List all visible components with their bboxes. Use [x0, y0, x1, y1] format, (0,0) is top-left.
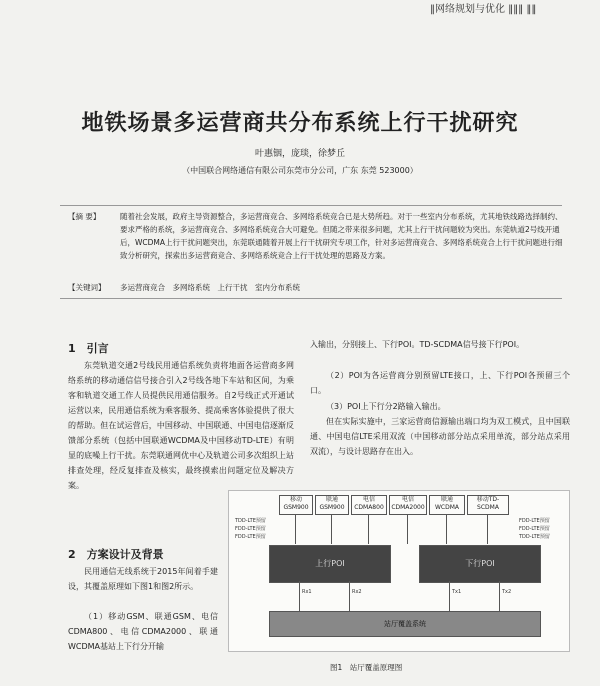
- section-design-heading: 2 方案设计及背景: [68, 548, 164, 561]
- source-box: 联通GSM900: [315, 495, 349, 515]
- abstract-text: 随着社会发展，政府主导资源整合，多运营商竞合、多网络系统竞合已是大势所趋。对于一些室内分布系统，尤其地铁线路选择制约、要求严格的系统，多运营商竞合、多网络系统竞合大可避免。但随之带来很多问题，尤其上行干扰问题较为突出。东莞轨道2号线开通后，WCDMA上行干扰问题突出，东莞联通随着开展上行干扰研究专项工作，针对多运营商竞合、多网络系统竞合上行干扰问题进行细致分析研究，探索出多运营商竞合、多网络系统竞合上行干扰处理的思路及方案。: [120, 212, 563, 260]
- lte-reserved-left: TDD-LTE预留: [235, 518, 266, 524]
- source-box: 电信CDMA800: [351, 495, 387, 515]
- source-box: 移动TD-SCDMA: [467, 495, 509, 515]
- figure-caption: 图1 站厅覆盖原理图: [330, 663, 403, 672]
- coverage-diagram: [228, 490, 570, 652]
- column-header: ‖网络规划与优化 ‖‖‖ ‖‖: [430, 4, 537, 15]
- port-label: Rx2: [352, 589, 362, 595]
- lte-reserved-right: TDD-LTE预留: [519, 534, 550, 540]
- poi-downlink-box: 下行POI: [419, 545, 541, 583]
- design-paragraph-1: 民用通信无线系统于2015年间着手建设，其覆盖原理如下图1和图2所示。: [68, 567, 218, 591]
- link-line: [295, 514, 296, 544]
- abstract-bottom-rule: [60, 298, 562, 299]
- link-line: [368, 514, 369, 544]
- link-line: [446, 514, 447, 544]
- port-line: [449, 581, 450, 611]
- lte-reserved-left: FDD-LTE预留: [235, 526, 266, 532]
- port-line: [499, 581, 500, 611]
- intro-paragraph: 东莞轨道交通2号线民用通信系统负责将地面各运营商多网络系统的移动通信信号接合引入2号线各地下车站和区间，为乘客和轨道交通工作人员提供民用通信服务。自2号线正式开通试运营以来，民用通信系统为乘客服务、提高乘客体验提供了很大的帮助。但在试运营后，中国移动、中国联通、中国电信逐渐反馈部分系统（包括中国联通WCDMA及中国移动TD-LTE）有明显的底噪上行干扰。东莞联通网优中心及轨道公司多次组织上站排查处理，经反复排查及核实，最终摸索出问题定位及解决方案。: [68, 361, 294, 490]
- right-paragraph-1: 入输出，分别接上、下行POI。TD-SCDMA信号接下行POI。: [310, 340, 525, 349]
- link-line: [487, 514, 488, 544]
- coverage-system-box: 站厅覆盖系统: [269, 611, 541, 637]
- right-paragraph-3: （3）POI上下行分2路输入输出。: [326, 402, 446, 411]
- lte-reserved-left: FDD-LTE预留: [235, 534, 266, 540]
- article-authors: 叶惠铟，庞琰，徐梦丘: [254, 149, 345, 159]
- lte-reserved-right: FDD-LTE预留: [519, 526, 550, 532]
- link-line: [331, 514, 332, 544]
- keywords-text: 多运营商竞合 多网络系统 上行干扰 室内分布系统: [120, 283, 300, 292]
- article-title: 地铁场景多运营商共分布系统上行干扰研究: [81, 111, 519, 136]
- article-affiliation: （中国联合网络通信有限公司东莞市分公司，广东 东莞 523000）: [182, 166, 418, 175]
- lte-reserved-right: FDD-LTE预留: [519, 518, 550, 524]
- keywords-label: 【关键词】: [68, 283, 106, 292]
- source-box: 移动GSM900: [279, 495, 313, 515]
- link-line: [407, 514, 408, 544]
- port-line: [349, 581, 350, 611]
- design-paragraph-2: （1）移动GSM、联通GSM、电信CDMA800、电信CDMA2000、联通WCDMA基站上下行分开输: [68, 612, 218, 651]
- abstract-label: 【摘 要】: [68, 212, 101, 221]
- source-box: 电信CDMA2000: [389, 495, 427, 515]
- poi-uplink-box: 上行POI: [269, 545, 391, 583]
- right-paragraph-4: 但在实际实施中，三家运营商信源输出端口均为双工模式，且中国联通、中国电信LTE采用双流（中国移动部分站点采用单流，部分站点采用双流），与设计思路存在出入。: [310, 417, 570, 456]
- section-intro-heading: 1 引言: [68, 342, 109, 355]
- keywords: [68, 282, 568, 293]
- port-line: [299, 581, 300, 611]
- port-label: Rx1: [302, 589, 312, 595]
- port-label: Tx2: [502, 589, 512, 595]
- port-label: Tx1: [452, 589, 462, 595]
- abstract-top-rule: [60, 205, 562, 206]
- abstract: [68, 210, 568, 262]
- right-paragraph-2: （2）POI为各运营商分别预留LTE接口，上、下行POI各预留三个口。: [310, 371, 570, 395]
- source-box: 联通WCDMA: [429, 495, 465, 515]
